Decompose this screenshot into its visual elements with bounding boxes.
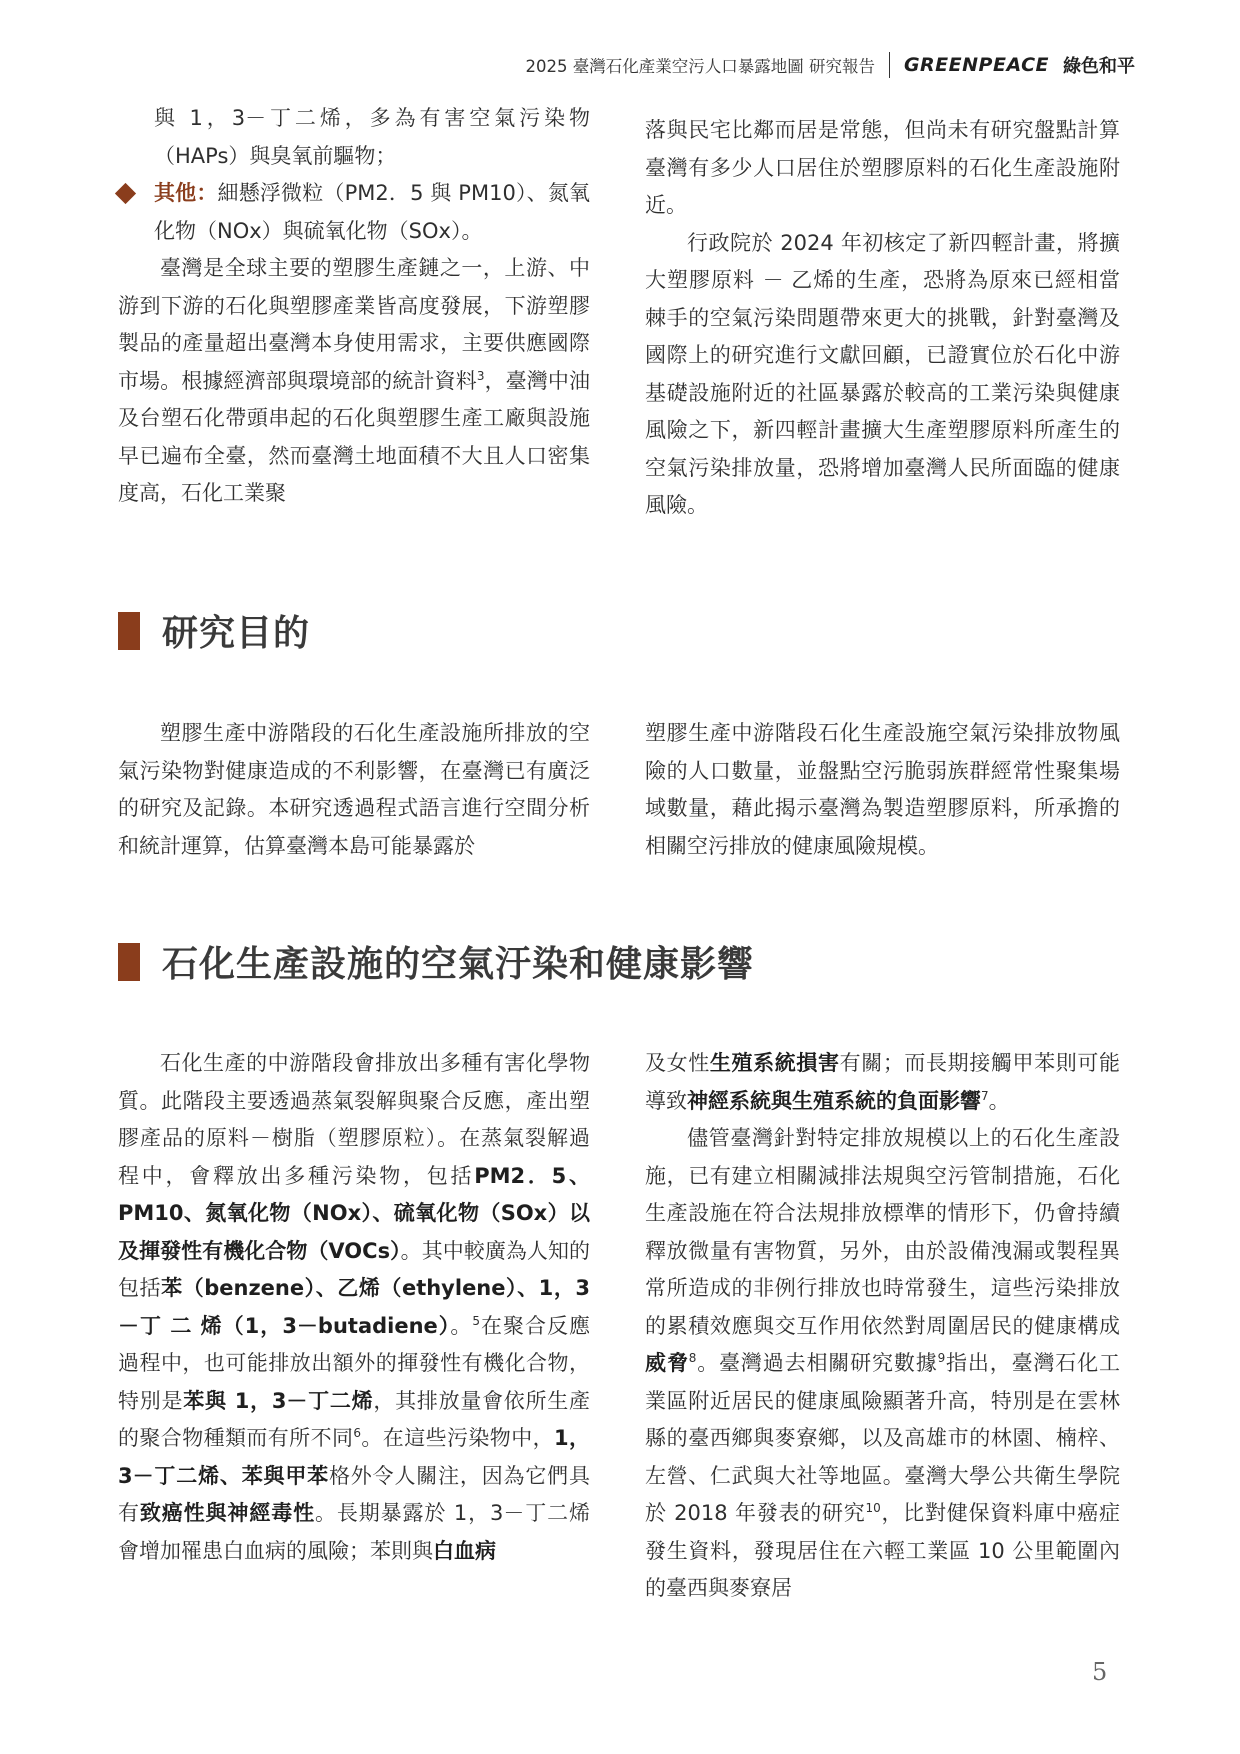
text-run: 臺灣是全球主要的塑膠生產鏈之一，上游、中游到下游的石化與塑膠產業皆高度發展，下游塑膠製品的產量超出臺灣本身使用需求，主要供應國際市場。根據經濟部與環境部的統計資料 [118,256,590,393]
bold-text: 生殖系統損害 [709,1051,840,1075]
paragraph [645,1045,1120,1120]
text-run: ，臺灣中油及台塑石化帶頭串起的石化與塑膠生產工廠與設施早已遍布全臺，然而臺灣土地面積不大且人口密集度高，石化工業聚 [118,368,591,505]
text-run: 。長期暴露於 1，3－丁二烯會增加罹患白血病的風險；苯則與 [118,1501,591,1563]
report-title: 2025 臺灣石化產業空污人口暴露地圖 研究報告 [525,57,875,76]
text-run: 格外令人關注，因為它們具有 [118,1463,590,1525]
paragraph: 塑膠生產中游階段石化生產設施空氣污染排放物風險的人口數量，並盤點空污脆弱族群經常性聚集場域數量，藉此揭示臺灣為製造塑膠原料，所承擔的相關空污排放的健康風險規模。 [645,721,1120,858]
text-run: 。臺灣過去相關研究數據 [696,1351,938,1375]
text-run: 儘管臺灣針對特定排放規模以上的石化生產設施，已有建立相關減排法規與空污管制措施，石化生產設施在符合法規排放標準的情形下，仍會持續釋放微量有害物質，另外，由於設備洩漏或製程異常所造成的非例行排放也時常發生，這些污染排放的累積效應與交互作用依然對周圍居民的健康構成 [645,1126,1120,1338]
bullet-label: 其他： [154,181,218,205]
footnote-ref: 3 [476,368,485,383]
page-number: 5 [1092,1658,1108,1686]
paragraph [118,1045,590,1570]
section-title: 石化生產設施的空氣汙染和健康影響 [162,943,755,985]
intro-right-column [645,112,1120,525]
page-header [525,50,1135,80]
section-title: 研究目的 [162,612,311,654]
list-item-continuation: 與 1，3－丁二烯，多為有害空氣污染物（HAPs）與臭氧前驅物； [154,106,590,168]
purpose-left-column [118,715,590,865]
text-run: 。 [450,1313,473,1338]
bold-text: 威脅 [645,1351,689,1375]
text-run: 指出，臺灣石化工業區附近居民的健康風險顯著升高，特別是在雲林縣的臺西鄉與麥寮鄉，以及高雄市的林園、楠梓、左營、仁武與大社等地區。臺灣大學公共衛生學院於 2018 年發表的研究 [645,1351,1121,1525]
bold-text: 苯（benzene）、乙烯（ethylene）、1，3－丁 二 烯（1，3－butadiene） [118,1276,591,1338]
list-item-other [118,175,590,250]
text-run: 。其中較廣為人知的包括 [118,1238,590,1300]
text-run: 。在這些污染物中， [361,1426,554,1450]
paragraph: 落與民宅比鄰而居是常態，但尚未有研究盤點計算臺灣有多少人口居住於塑膠原料的石化生產設施附近。 [645,118,1120,217]
section-heading-purpose [118,605,310,656]
paragraph [118,250,590,513]
paragraph: 行政院於 2024 年初核定了新四輕計畫，將擴大塑膠原料 － 乙烯的生產，恐將為原來已經相當棘手的空氣污染問題帶來更大的挑戰，針對臺灣及國際上的研究進行文獻回顧，已證實位於石化中游基礎設施附近的社區暴露於較高的工業污染與健康風險之下，新四輕計畫擴大生產塑膠原料所產生的空氣污染排放量，恐將增加臺灣人民所面臨的健康風險。 [645,230,1120,517]
footnote-ref: 6 [353,1426,362,1440]
bold-text: 1，3－丁二烯、苯與甲苯 [118,1426,591,1488]
footnote-ref: 5 [472,1313,480,1328]
bold-text: 苯與 1，3－丁二烯 [183,1388,374,1413]
section-marker [118,943,140,981]
footnote-ref: 7 [981,1088,989,1103]
paragraph: 塑膠生產中游階段的石化生產設施所排放的空氣污染物對健康造成的不利影響，在臺灣已有廣泛的研究及記錄。本研究透過程式語言進行空間分析和統計運算，估算臺灣本島可能暴露於 [118,721,590,858]
text-run: 有關；而長期接觸甲苯則可能導致 [645,1051,1121,1113]
bold-text: PM2．5、PM10、氮氧化物（NOx）、硫氧化物（SOx）以及揮發性有機化合物（VOCs） [118,1163,591,1263]
text-run: 在聚合反應過程中，也可能排放出額外的揮發性有機化合物，特別是 [118,1313,591,1413]
intro-left-column [118,100,590,513]
text-run: ，其排放量會依所生產的聚合物種類而有所不同 [118,1388,591,1450]
footnote-ref: 10 [865,1501,881,1515]
paragraph [645,1120,1120,1608]
bold-text: 神經系統與生殖系統的負面影響 [687,1088,981,1113]
purpose-right-column [645,715,1120,865]
footnote-ref: 9 [937,1351,946,1365]
section-marker [118,612,140,650]
text-run: 石化生產的中游階段會排放出多種有害化學物質。此階段主要透過蒸氣裂解與聚合反應，產出塑膠產品的原料－樹脂（塑膠原粒）。在蒸氣裂解過程中，會釋放出多種污染物，包括 [118,1051,590,1188]
footnote-ref: 8 [688,1351,697,1365]
health-left-column [118,1045,590,1570]
diamond-bullet-icon [115,183,136,204]
header-divider [889,52,890,78]
health-right-column [645,1045,1120,1608]
bold-text: 白血病 [433,1538,496,1563]
text-run: 。 [988,1088,1010,1113]
text-run: 及女性 [645,1051,710,1075]
section-heading-health [118,936,754,987]
bullet-text: 細懸浮微粒（PM2．5 與 PM10）、氮氧化物（NOx）與硫氧化物（SOx）。 [154,181,591,243]
text-run: ，比對健保資料庫中癌症發生資料，發現居住在六輕工業區 10 公里範圍內的臺西與麥寮居 [645,1501,1121,1600]
bold-text: 致癌性與神經毒性 [139,1501,315,1525]
greenpeace-logo-cn: 綠色和平 [1063,56,1135,77]
greenpeace-logo: GREENPEACE [903,54,1049,76]
